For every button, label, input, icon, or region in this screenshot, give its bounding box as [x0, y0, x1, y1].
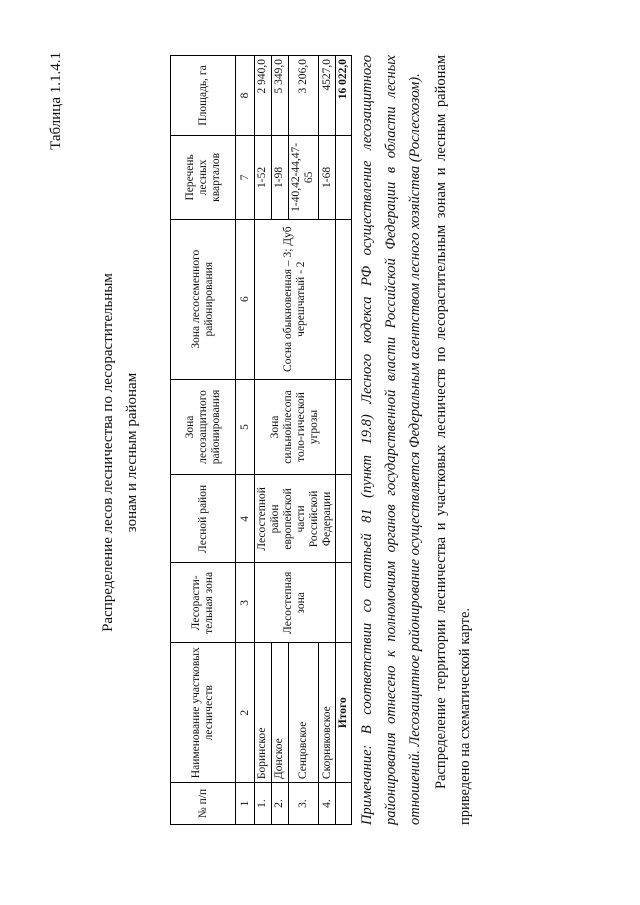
total-label: Итого	[336, 643, 352, 783]
column-number: 8	[236, 56, 255, 136]
quarters-list: 1-98	[271, 135, 288, 219]
forest-distribution-table	[170, 55, 352, 825]
header-cell: Лесорасти-тельная зона	[171, 563, 236, 643]
seed-zone: Сосна обыкновенная – 3; Дуб черешчатый - 2	[255, 219, 336, 379]
note-text: Примечание: В соответствии со статьей 81 (пункт 19.8) Лесного кодекса РФ осуществление лесозащитного районирования отнесено к полномочиям органов государственной власти Российской Федерации в области лесных отношений. Лесозащитное районирование осуществляется Федеральным агентством лесного хозяйства (Рослесхозом).	[359, 55, 423, 825]
forest-growth-zone: Лесостепная зона	[255, 563, 336, 643]
note-block	[355, 55, 477, 825]
table-title	[96, 0, 144, 905]
empty-cell	[336, 783, 352, 825]
body-paragraph: Распределение территории лесничества и участковых лесничеств по лесорастительным зонам и лесным районам приведено на схематической карте.	[433, 55, 473, 825]
column-number-row	[236, 56, 255, 825]
header-cell: № п/п	[171, 783, 236, 825]
column-number: 2	[236, 643, 255, 783]
quarters-list: 1-52	[255, 135, 272, 219]
area-value: 4527,0	[319, 56, 336, 136]
header-cell: Зона лесосеменного районирования	[171, 219, 236, 379]
total-row	[336, 56, 352, 825]
column-number: 6	[236, 219, 255, 379]
empty-cell	[336, 379, 352, 475]
header-cell: Наименование участковых лесничеств	[171, 643, 236, 783]
empty-cell	[336, 135, 352, 219]
quarters-list: 1-40,42-44,47-65	[288, 135, 319, 219]
total-area: 16 022,0	[336, 56, 352, 136]
forest-protection-zone: Зона сильнойлесопа толо-гической угрозы	[255, 379, 336, 475]
table-number: Таблица 1.1.4.1	[48, 52, 64, 150]
forestry-name: Боринское	[255, 643, 272, 783]
table-row	[255, 56, 272, 825]
header-cell: Лесной район	[171, 475, 236, 563]
header-cell: Площадь, га	[171, 56, 236, 136]
header-row	[171, 56, 236, 825]
column-number: 3	[236, 563, 255, 643]
column-number: 4	[236, 475, 255, 563]
row-number: 2.	[271, 783, 288, 825]
header-cell: Перечень лесных кварталов	[171, 135, 236, 219]
column-number: 5	[236, 379, 255, 475]
row-number: 4.	[319, 783, 336, 825]
forest-region: Лесостепной район европейской части Российской Федерации	[255, 475, 336, 563]
forestry-name: Донское	[271, 643, 288, 783]
column-number: 7	[236, 135, 255, 219]
table-title-line2: зонам и лесным районам	[124, 372, 140, 533]
forestry-name: Сенцовское	[288, 643, 319, 783]
row-number: 1.	[255, 783, 272, 825]
table-title-line1: Распределение лесов лесничества по лесорастительным	[100, 273, 116, 632]
column-number: 1	[236, 783, 255, 825]
area-value: 5 349,0	[271, 56, 288, 136]
empty-cell	[336, 563, 352, 643]
empty-cell	[336, 475, 352, 563]
area-value: 2 940,0	[255, 56, 272, 136]
row-number: 3.	[288, 783, 319, 825]
area-value: 3 206,0	[288, 56, 319, 136]
forestry-name: Скорняковское	[319, 643, 336, 783]
header-cell: Зона лесозащитного районирования	[171, 379, 236, 475]
quarters-list: 1-68	[319, 135, 336, 219]
empty-cell	[336, 219, 352, 379]
